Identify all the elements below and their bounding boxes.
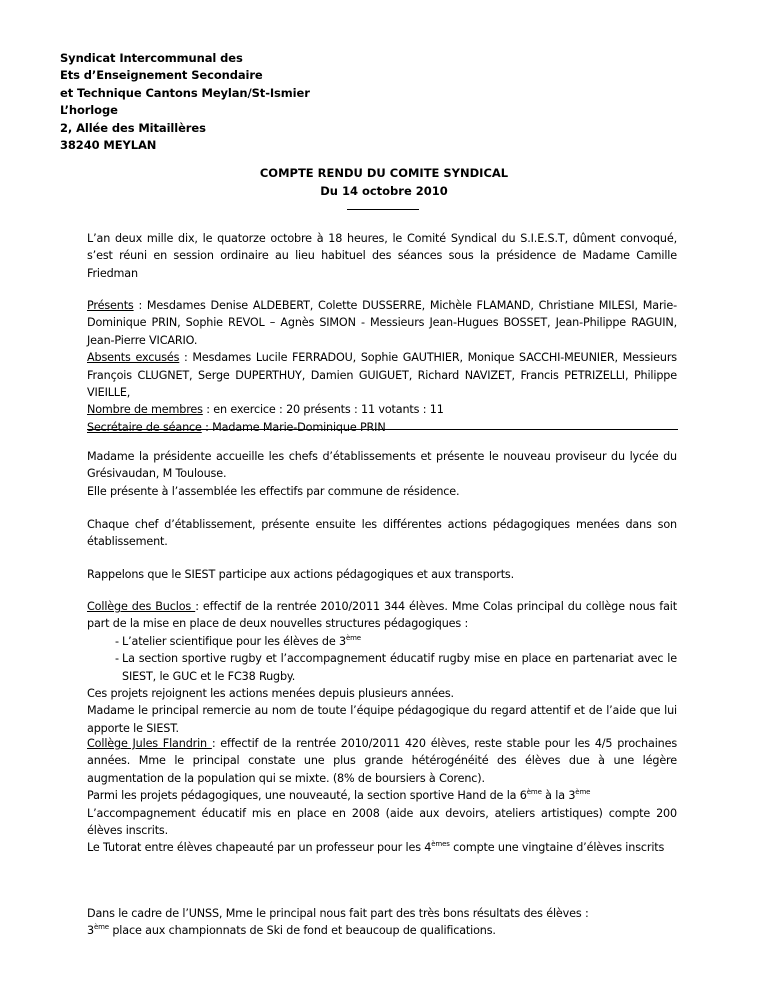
section-divider — [87, 429, 678, 430]
flandrin-section — [87, 735, 677, 857]
buclos-thanks: Madame le principal remercie au nom de toute l’équipe pédagogique du regard attentif et de l’aide que lui apporte le SIEST. — [87, 704, 677, 735]
unss-section — [87, 905, 677, 940]
flandrin-label: Collège Jules Flandrin — [87, 737, 212, 750]
welcome-paragraph — [87, 448, 677, 500]
address-line: 2, Allée des Mitaillères — [60, 120, 206, 135]
members-values: : en exercice : 20 présents : 11 votants : 11 — [202, 403, 444, 417]
address-line: L’horloge — [60, 103, 118, 118]
buclos-section — [87, 598, 677, 737]
flandrin-support: L’accompagnement éducatif mis en place en 2008 (aide aux devoirs, ateliers artistiques) compte 200 élèves inscrits. — [87, 806, 677, 838]
address-line: Ets d’Enseignement Secondaire — [60, 68, 263, 83]
title-underline — [347, 209, 419, 210]
document-date: Du 14 octobre 2010 — [320, 184, 448, 198]
address-line: Syndicat Intercommunal des — [60, 51, 243, 65]
list-item-text: L’atelier scientifique pour les élèves de 3 — [122, 634, 346, 648]
present-names: : Mesdames Denise ALDEBERT, Colette DUSSERRE, Michèle FLAMAND, Christiane MILESI, Marie-Dominique PRIN, Sophie REVOL – Agnès SIMON - Messieurs Jean-Hugues BOSSET, Jean-Philippe RAGUIN, Jean-Pierre VICARIO. — [87, 299, 677, 347]
secretary — [87, 419, 677, 436]
sender-address-block — [60, 50, 310, 154]
present-list — [87, 297, 677, 349]
superscript: ème — [345, 633, 361, 642]
address-line: 38240 MEYLAN — [60, 138, 157, 153]
buclos-text: : effectif de la rentrée 2010/2011 344 élèves. Mme Colas principal du collège nous fait part de la mise en place de deux nouvelles structures pédagogiques : — [87, 600, 677, 631]
list-dash: - — [115, 634, 119, 648]
absent-list — [87, 349, 677, 401]
members-label: Nombre de membres — [87, 403, 203, 417]
buclos-projects: Ces projets rejoignent les actions menées depuis plusieurs années. — [87, 687, 454, 701]
absent-label: Absents excusés — [87, 351, 180, 365]
list-dash: - — [115, 652, 119, 666]
list-item — [87, 650, 677, 685]
flandrin-projects: Parmi les projets pédagogiques, une nouveauté, la section sportive Hand de la 6ème à la 3ème — [87, 788, 591, 803]
document-title: COMPTE RENDU DU COMITE SYNDICAL — [259, 166, 509, 180]
attendance-block — [87, 297, 677, 436]
superscript: èmes — [431, 840, 450, 849]
list-item — [87, 633, 677, 650]
unss-intro: Dans le cadre de l’UNSS, Mme le principal nous fait part des très bons résultats des élèves : — [87, 907, 589, 920]
flandrin-text: : effectif de la rentrée 2010/2011 420 élèves, reste stable pour les 4/5 prochaines années. Mme le principal constate une plus grande hétérogénéité des élèves due à une légère augmentation de la population qui se mixte. (8% de boursiers à Corenc). — [87, 737, 678, 785]
actions-paragraph: Chaque chef d’établissement, présente ensuite les différentes actions pédagogiques menées dans son établissement. — [87, 518, 677, 549]
intro-paragraph: L’an deux mille dix, le quatorze octobre à 18 heures, le Comité Syndical du S.I.E.S.T, dûment convoqué, s’est réuni en session ordinaire au lieu habituel des séances sous la présidence de Madame Camille Friedman — [87, 232, 677, 280]
secretary-label: Secrétaire de séance — [87, 420, 202, 434]
absent-names: : Mesdames Lucile FERRADOU, Sophie GAUTHIER, Monique SACCHI-MEUNIER, Messieurs François CLUGNET, Serge DUPERTHUY, Damien GUIGUET, Richard NAVIZET, Francis PETRIZELLI, Philippe VIEILLE, — [87, 351, 677, 400]
list-item-text: La section sportive rugby et l’accompagnement éducatif rugby mise en place en partenariat avec le SIEST, le GUC et le FC38 Rugby. — [122, 652, 677, 683]
members-count — [87, 401, 677, 418]
superscript: ème — [526, 788, 542, 797]
superscript: ème — [575, 788, 591, 797]
flandrin-intro — [87, 735, 677, 787]
buclos-label: Collège des Buclos — [87, 600, 196, 613]
secretary-name: : Madame Marie-Dominique PRIN — [201, 420, 386, 434]
address-line: et Technique Cantons Meylan/St-Ismier — [60, 85, 310, 100]
welcome-text: Madame la présidente accueille les chefs d’établissements et présente le nouveau proviseur du lycée du Grésivaudan, M Toulouse. — [87, 450, 677, 481]
unss-results: 3ème place aux championnats de Ski de fond et beaucoup de qualifications. — [87, 923, 496, 938]
buclos-intro — [87, 598, 677, 633]
siest-paragraph: Rappelons que le SIEST participe aux actions pédagogiques et aux transports. — [87, 568, 515, 581]
superscript: ème — [93, 923, 109, 932]
enrolment-text: Elle présente à l’assemblée les effectifs par commune de résidence. — [87, 484, 460, 498]
present-label: Présents — [87, 299, 134, 312]
flandrin-tutoring: Le Tutorat entre élèves chapeauté par un professeur pour les 4èmes compte une vingtaine d’élèves inscrits — [87, 840, 665, 855]
